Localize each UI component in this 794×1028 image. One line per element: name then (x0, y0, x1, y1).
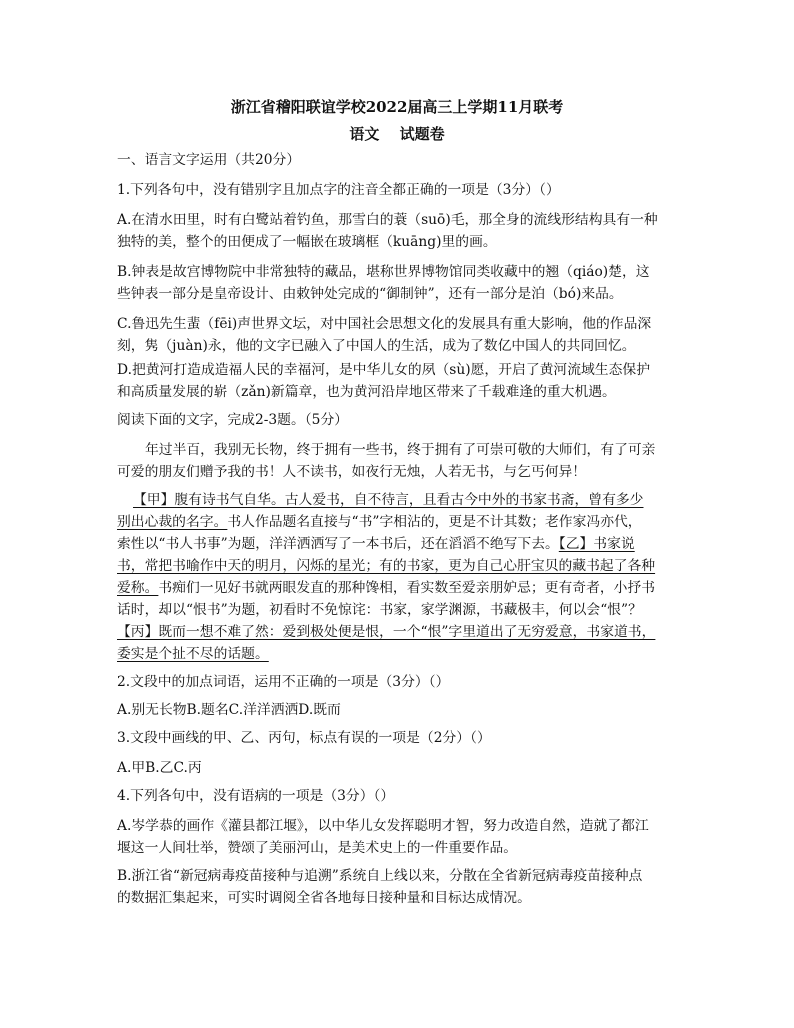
passage-sentence-jia-line2: 别出心裁的名字。 (117, 514, 228, 530)
passage-paragraph-2-line6: 话时，却以“恨书”为题，初看时不免惊诧：书家，家学渊源，书藏极丰，何以会“恨”？ (117, 602, 642, 618)
question-4-option-a-line1: A.岑学恭的画作《灌县都江堰》，以中华儿女发挥聪明才智，努力改造自然，造就了都江 (117, 818, 649, 834)
question-4-option-b-line2: 的数据汇集起来，可实时调阅全省各地每日接种量和目标达成情况。 (117, 890, 531, 906)
passage-sentence-jia-line1: 【甲】腹有诗书气自华。古人爱书，自不待言，且看古今中外的书家书斋，曾有多少 (133, 492, 644, 508)
passage-paragraph-1-line2: 可爱的朋友们赠予我的书！人不读书，如夜行无烛，人若无书，与乞丐何异！ (117, 464, 587, 480)
question-1-stem: 1.下列各句中，没有错别字且加点字的注音全都正确的一项是（3分）（） (117, 182, 560, 198)
document-subtitle: 语文 试题卷 (349, 125, 445, 143)
question-2-options: A.别无长物B.题名C.洋洋洒洒D.既而 (117, 702, 341, 718)
passage-text: 书人作品题名直接与“书”字相沾的，更是不计其数；老作家冯亦代， (227, 514, 642, 530)
question-1-option-a-line2: 独特的美，整个的田便成了一幅嵌在玻璃框（kuāng)里的画。 (117, 234, 497, 250)
passage-sentence-yi-line2: 书，常把书喻作中天的明月，闪烁的星光；有的书家，更为自己心肝宝贝的藏书起了各种 (117, 558, 656, 574)
question-1-option-b-line1: B.钟表是故宫博物院中非常独特的藏品，堪称世界博物馆同类收藏中的翘（qiáo)楚，这 (117, 264, 650, 280)
document-title: 浙江省稽阳联谊学校2022届高三上学期11月联考 (230, 98, 564, 116)
passage-sentence-yi-line1: 【乙】书家说 (558, 536, 635, 552)
passage-sentence-yi-line3: 爱称。 (117, 580, 159, 596)
passage-sentence-bing-line2: 委实是个扯不尽的话题。 (117, 646, 269, 662)
question-1-option-c-line1: C.鲁迅先生蜚（fēi)声世界文坛，对中国社会思想文化的发展具有重大影响，他的作品深 (117, 316, 652, 332)
question-4-option-b-line1: B.浙江省“新冠病毒疫苗接种与追溯”系统自上线以来，分散在全省新冠病毒疫苗接种点 (117, 868, 643, 884)
question-4-stem: 4.下列各句中，没有语病的一项是（3分）（） (117, 788, 395, 804)
passage-paragraph-1-line1: 年过半百，我别无长物，终于拥有一些书，终于拥有了可崇可敬的大师们，有了可亲 (145, 442, 656, 458)
question-1-option-a-line1: A.在清水田里，时有白鹭站着钓鱼，那雪白的蓑（suō)毛，那全身的流线形结构具有一种 (117, 212, 658, 228)
passage-text: 索性以“书人书事”为题，洋洋洒洒写了一本书后，还在滔滔不绝写下去。 (117, 536, 559, 552)
passage-text: 书痴们一见好书就两眼发直的那种馋相，看实数至爱亲朋妒忌；更有奇者，小抒书 (158, 580, 656, 596)
question-3-options: A.甲B.乙C.丙 (117, 760, 202, 776)
question-4-option-a-line2: 堰这一人间壮举，赞颂了美丽河山，是美术史上的一件重要作品。 (117, 840, 518, 856)
reading-intro: 阅读下面的文字，完成2-3题。（5分） (117, 412, 349, 428)
question-1-option-d-line2: 和高质量发展的崭（zǎn)新篇章，也为黄河沿岸地区带来了千载难逢的重大机遇。 (117, 384, 616, 400)
passage-sentence-bing-line1: 【丙】既而一想不难了然：爱到极处便是恨，一个“恨”字里道出了无穷爱意，书家道书， (117, 624, 656, 640)
question-1-option-b-line2: 些钟表一部分是皇帝设计、由敕钟处完成的“御制钟”，还有一部分是泊（bó)来品。 (117, 286, 623, 302)
question-1-option-c-line2: 刻，隽（juàn)永，他的文字已融入了中国人的生活，成为了数亿中国人的共同回忆。 (117, 338, 636, 354)
question-3-stem: 3.文段中画线的甲、乙、丙句，标点有误的一项是（2分）（） (117, 730, 491, 746)
passage-paragraph-2-line5 (117, 578, 655, 598)
question-1-option-d-line1: D.把黄河打造成造福人民的幸福河，是中华儿女的夙（sù)愿，开启了黄河流域生态保护 (117, 362, 650, 378)
question-2-stem: 2.文段中的加点词语，运用不正确的一项是（3分）（） (117, 674, 450, 690)
passage-paragraph-2-line2 (117, 512, 642, 532)
section-heading: 一、语言文字运用（共20分） (117, 152, 301, 168)
passage-paragraph-2-line3 (117, 534, 635, 554)
